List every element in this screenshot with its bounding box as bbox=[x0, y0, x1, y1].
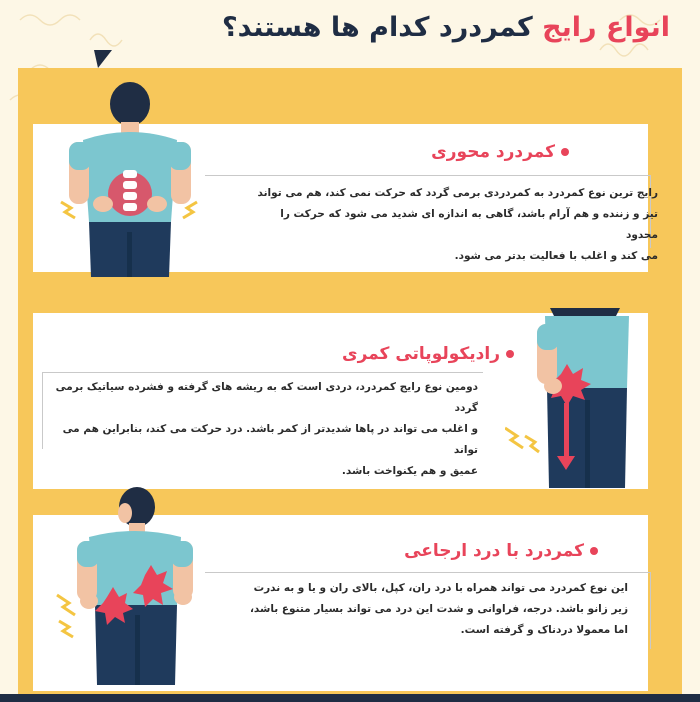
title-accent: انواع رایج bbox=[542, 12, 670, 43]
bullet-dot-icon bbox=[561, 148, 569, 156]
card-heading-radiculopathy: رادیکولوپاتی کمری bbox=[342, 343, 514, 365]
bottom-bar bbox=[0, 694, 700, 702]
radiating-leg-pain-icon bbox=[505, 308, 645, 488]
title-main: کمردرد کدام ها هستند؟ bbox=[222, 12, 533, 43]
card-description-axial: رایج ترین نوع کمردرد به کمردردی برمی گردد که حرکت نمی کند، هم می تواند تیز و زننده و هم آرام باشد، گاهی به اندازه ای شدید می شود که حرکت را محدود می کند و اغلب با فعالیت بدتر می شود. bbox=[257, 187, 658, 262]
bullet-dot-icon bbox=[590, 547, 598, 555]
card-description-referred: این نوع کمردرد می تواند همراه با درد ران، کپل، بالای ران و یا و به ندرت زیر زانو باشد. درجه، فراوانی و شدت این درد می تواند بسیار متنوع باشد، اما معمولا دردناک و گرفته است. bbox=[249, 582, 628, 636]
card-heading-referred: کمردرد با درد ارجاعی bbox=[404, 540, 598, 562]
card-heading-axial: کمردرد محوری bbox=[431, 141, 569, 163]
card-description-radiculopathy: دومین نوع رایج کمردرد، دردی است که به ریشه های گرفته و فشرده سیاتیک برمی گردد و اغلب می تواند در پاها شدیدتر از کمر باشد. درد حرکت می کند، بنابراین هم می تواند عمیق و هم یکنواخت باشد. bbox=[55, 381, 478, 477]
back-pain-spine-icon bbox=[55, 82, 205, 277]
page-title bbox=[222, 6, 670, 50]
referred-pain-icon bbox=[55, 485, 205, 685]
